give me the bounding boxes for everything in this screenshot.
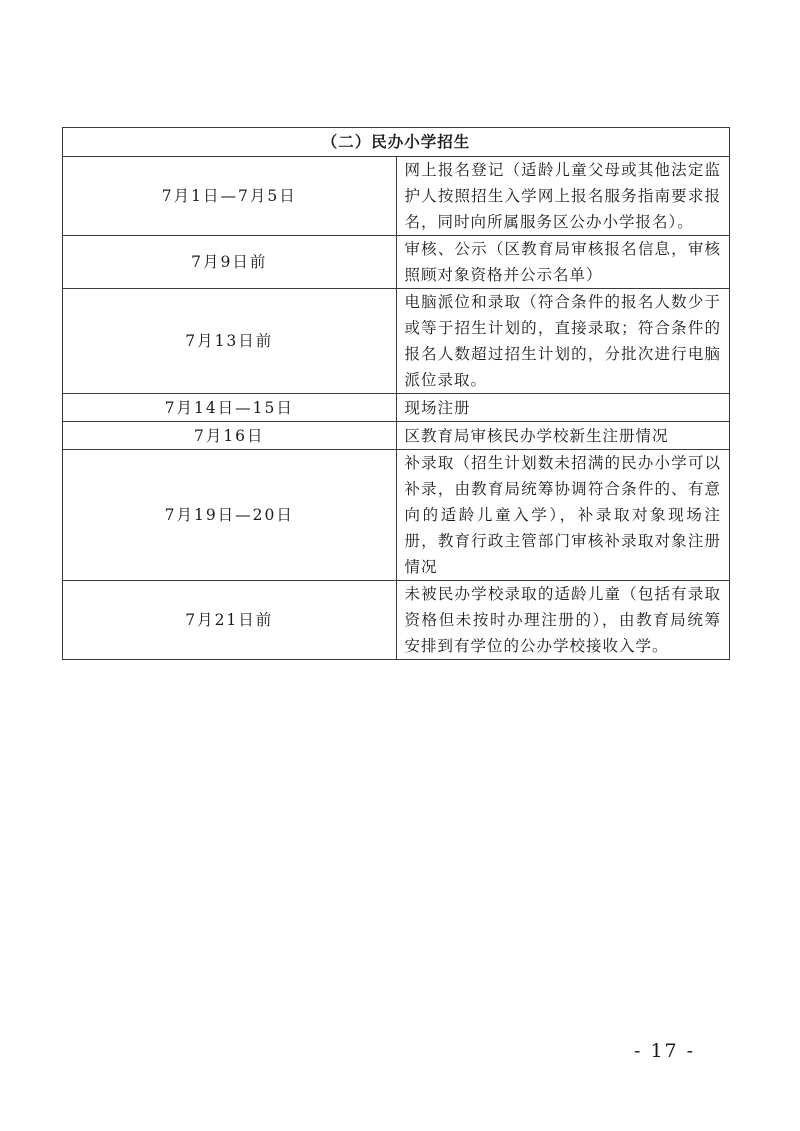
schedule-description: 现场注册: [396, 394, 730, 422]
schedule-description: 未被民办学校录取的适龄儿童（包括有录取资格但未按时办理注册的），由教育局统筹安排到有学位的公办学校接收入学。: [396, 581, 730, 660]
table-row: [63, 422, 730, 450]
schedule-date: 7月9日前: [63, 236, 397, 289]
table-row: [63, 394, 730, 422]
table-row: [63, 450, 730, 581]
schedule-date: 7月13日前: [63, 289, 397, 394]
enrollment-schedule-table: [62, 127, 730, 660]
schedule-description: 区教育局审核民办学校新生注册情况: [396, 422, 730, 450]
schedule-date: 7月14日—15日: [63, 394, 397, 422]
schedule-date: 7月16日: [63, 422, 397, 450]
schedule-description: 电脑派位和录取（符合条件的报名人数少于或等于招生计划的，直接录取；符合条件的报名人数超过招生计划的，分批次进行电脑派位录取。: [396, 289, 730, 394]
table-row: [63, 289, 730, 394]
schedule-date: 7月1日—7月5日: [63, 157, 397, 236]
table-row: [63, 581, 730, 660]
section-title: （二）民办小学招生: [63, 128, 730, 157]
table-row: [63, 157, 730, 236]
schedule-date: 7月21日前: [63, 581, 397, 660]
schedule-description: 审核、公示（区教育局审核报名信息，审核照顾对象资格并公示名单）: [396, 236, 730, 289]
schedule-description: 补录取（招生计划数未招满的民办小学可以补录，由教育局统筹协调符合条件的、有意向的适龄儿童入学），补录取对象现场注册，教育行政主管部门审核补录取对象注册情况: [396, 450, 730, 581]
schedule-date: 7月19日—20日: [63, 450, 397, 581]
table-title-row: [63, 128, 730, 157]
table-row: [63, 236, 730, 289]
page-number: - 17 -: [634, 1040, 696, 1062]
schedule-description: 网上报名登记（适龄儿童父母或其他法定监护人按照招生入学网上报名服务指南要求报名，同时向所属服务区公办小学报名）。: [396, 157, 730, 236]
